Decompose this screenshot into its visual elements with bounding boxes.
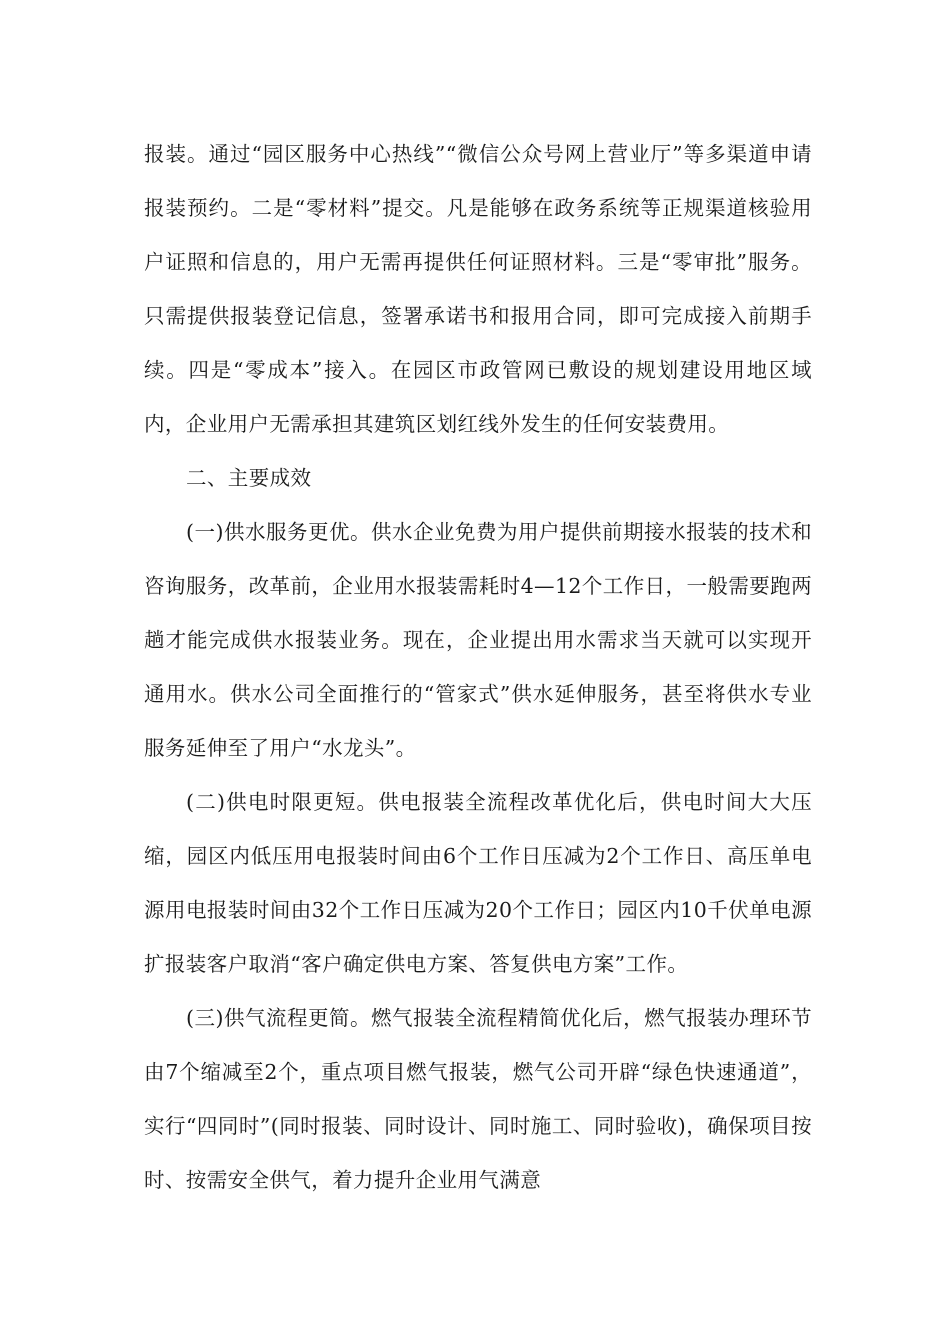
paragraph-reporting-channels: 报装。通过“园区服务中心热线”“微信公众号网上营业厅”等多渠道申请报装预约。二是“零材料”提交。凡是能够在政务系统等正规渠道核验用户证照和信息的，用户无需再提供任何证照材料。三是“零审批”服务。只需提供报装登记信息，签署承诺书和报用合同，即可完成接入前期手续。四是“零成本”接入。在园区市政管网已敷设的规划建设用地区域内，企业用户无需承担其建筑区划红线外发生的任何安装费用。	[144, 142, 812, 436]
paragraph-gas-supply: (三)供气流程更简。燃气报装全流程精简优化后，燃气报装办理环节由7个缩减至2个，重点项目燃气报装，燃气公司开辟“绿色快速通道”，实行“四同时”(同时报装、同时设计、同时施工、同时验收)，确保项目按时、按需安全供气，着力提升企业用气满意	[144, 1006, 812, 1192]
paragraph-power-supply: (二)供电时限更短。供电报装全流程改革优化后，供电时间大大压缩，园区内低压用电报装时间由6个工作日压减为2个工作日、高压单电源用电报装时间由32个工作日压减为20个工作日；园区内10千伏单电源扩报装客户取消“客户确定供电方案、答复供电方案”工作。	[144, 790, 812, 976]
section-heading-main-results: 二、主要成效	[186, 466, 312, 490]
paragraph-water-supply: (一)供水服务更优。供水企业免费为用户提供前期接水报装的技术和咨询服务，改革前，企业用水报装需耗时4—12个工作日，一般需要跑两趟才能完成供水报装业务。现在，企业提出用水需求当天就可以实现开通用水。供水公司全面推行的“管家式”供水延伸服务，甚至将供水专业服务延伸至了用户“水龙头”。	[144, 520, 812, 760]
document-body	[144, 127, 812, 1207]
